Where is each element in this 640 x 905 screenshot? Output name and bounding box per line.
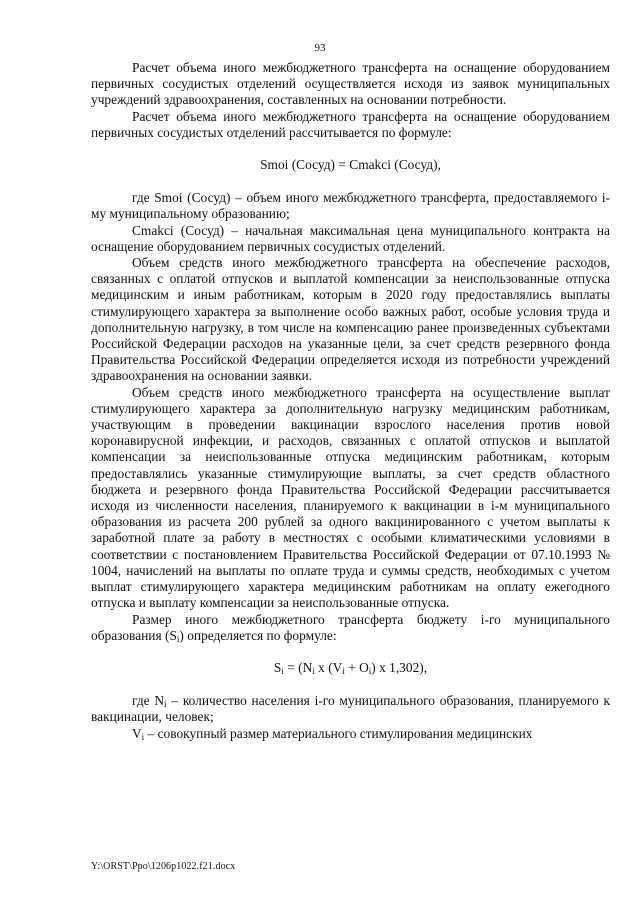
paragraph: Объем средств иного межбюджетного трансферта на обеспечение расходов, связанных с оплатой отпусков и выплатой компенсации за неиспользованные отпуска медицинским и иным работникам, которым в 2020 году предоставлялись выплаты стимулирующего характера за выполнение особо важных работ, особые условия труда и дополнительную нагрузку, в том числе на компенсацию ранее произведенных субъектами Российской Федерации расходов на указанные цели, за счет средств резервного фонда Правительства Российской Федерации определяется исходя из потребности учреждений здравоохранения на основании заявки.: [91, 255, 610, 384]
text-run: Размер иного межбюджетного трансферта бюджету i-го муниципального образования (S: [91, 611, 610, 643]
text-run: – количество населения i-го муниципального образования, планируемого к вакцинации, человек;: [91, 693, 610, 725]
paragraph-size: [91, 612, 610, 644]
text-run: ) определяется по формуле:: [179, 627, 337, 643]
subscript: i: [176, 633, 180, 644]
page-number: 93: [314, 42, 326, 54]
formula-part: S: [273, 659, 282, 675]
subscript: i: [141, 731, 145, 742]
formula-part: = (N: [283, 659, 313, 675]
paragraph-ni: [91, 693, 610, 725]
paragraph: Расчет объема иного межбюджетного трансферта на оснащение оборудованием первичных сосудистых отделений осуществляется исходя из заявок муниципальных учреждений здравоохранения, составленных на основании потребности.: [91, 60, 610, 108]
paragraph: Расчет объема иного межбюджетного трансферта на оснащение оборудованием первичных сосудистых отделений рассчитывается по формуле:: [91, 108, 610, 140]
formula-part: ) x 1,302),: [371, 659, 428, 675]
subscript: i: [281, 665, 284, 676]
text-run: – совокупный размер материального стимулирования медицинских: [144, 725, 533, 741]
subscript: i: [342, 665, 345, 676]
paragraph: Cmakci (Сосуд) – начальная максимальная цена муниципального контракта на оснащение оборудованием первичных сосудистых отделений.: [91, 222, 610, 254]
paragraph: Объем средств иного межбюджетного трансферта на осуществление выплат стимулирующего характера за дополнительную нагрузку медицинским работникам, участвующим в проведении вакцинации взрослого населения против новой коронавирусной инфекции, и расходов, связанных с оплатой отпусков и выплатой компенсации за неиспользованные отпуска медицинским работникам, которым предоставлялись указанные стимулирующие выплаты, за счет средств областного бюджета и резервного фонда Правительства Российской Федерации рассчитывается исходя из численности населения, планируемого к вакцинации в i-м муниципального образования из расчета 200 рублей за одного вакцинированного с учетом выплаты к заработной плате за работу в местностях с особыми климатическими условиями в соответствии с постановлением Правительства Российской Федерации от 07.10.1993 № 1004, начислений на выплаты по оплате труда и суммы средств, необходимых с учетом выплат стимулирующего характера медицинским работникам на оплату ежегодного отпуска и выплату компенсации за неиспользованные отпуска.: [91, 384, 610, 611]
subscript: i: [312, 665, 315, 676]
document-body: [91, 60, 610, 742]
subscript: i: [368, 665, 372, 676]
subscript: i: [164, 699, 167, 710]
paragraph-vi: [91, 726, 610, 742]
text-run: где N: [132, 693, 165, 709]
formula-part: + O: [344, 659, 369, 675]
formula-smoi: Smoi (Сосуд) = Cmakci (Сосуд),: [260, 157, 441, 173]
paragraph: где Smoi (Сосуд) – объем иного межбюджетного трансферта, предоставляемого i-му муниципальному образованию;: [91, 190, 610, 222]
footer-file-path: Y:\ORST\Ppo\1206p1022.f21.docx: [91, 861, 236, 872]
text-run: V: [132, 725, 142, 741]
formula-si: [91, 660, 610, 676]
formula-part: x (V: [314, 659, 343, 675]
